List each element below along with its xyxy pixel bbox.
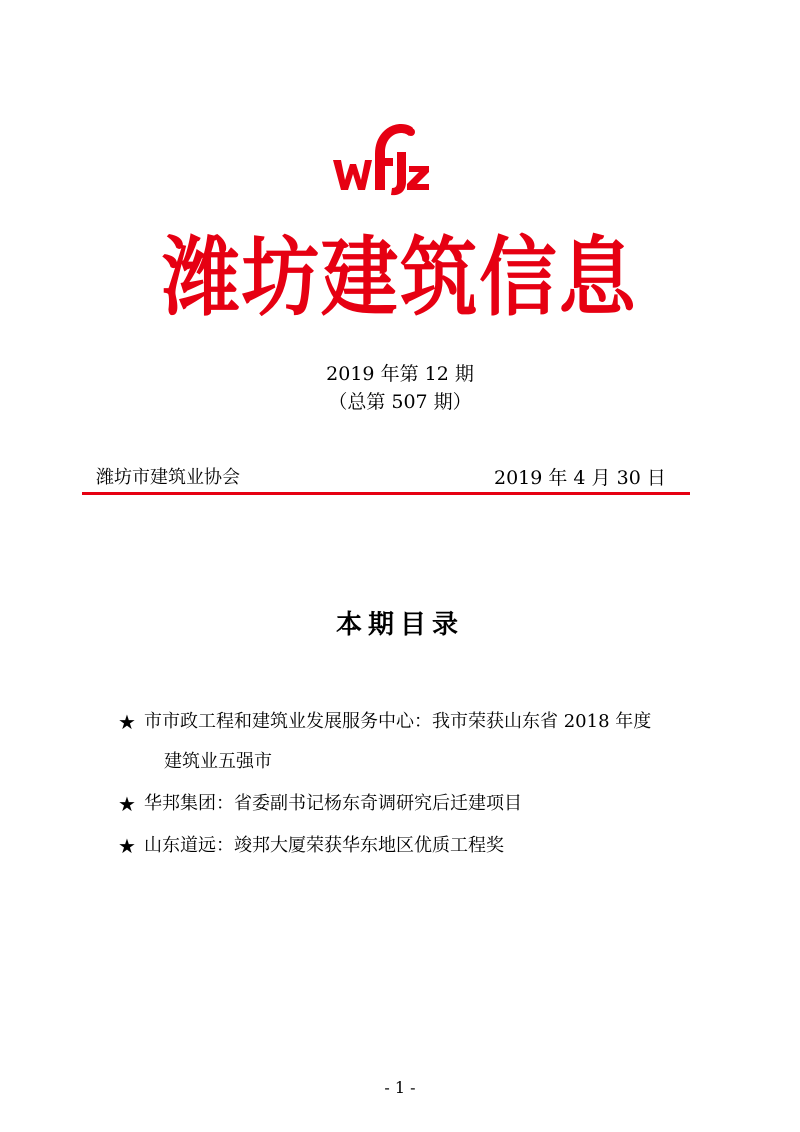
toc-item-text: 山东道远：竣邦大厦荣获华东地区优质工程奖 [144,835,504,856]
star-icon: ★ [118,792,136,816]
issue-info [0,360,800,416]
star-icon: ★ [118,834,136,858]
toc-item[interactable] [118,784,718,824]
toc-item-text: 市市政工程和建筑业发展服务中心：我市荣获山东省 2018 年度 [144,711,652,732]
masthead-title: 潍坊建筑信息 [162,228,638,328]
star-icon: ★ [118,710,136,734]
table-of-contents [118,702,718,868]
toc-item-text-continued: 建筑业五强市 [164,751,272,772]
issue-number: 2019 年第 12 期 [326,363,474,385]
toc-item-text: 华邦集团：省委副书记杨东奇调研究后迁建项目 [144,793,522,814]
toc-item[interactable] [118,702,718,782]
red-divider-rule [82,492,690,495]
publication-date: 2019 年 4 月 30 日 [494,467,666,489]
wfjz-logo [331,118,431,196]
toc-title: 本期目录 [335,610,464,640]
page-number: - 1 - [384,1078,416,1097]
publisher-organization: 潍坊市建筑业协会 [96,467,240,488]
toc-item[interactable] [118,826,718,866]
issue-total: （总第 507 期） [328,391,472,413]
